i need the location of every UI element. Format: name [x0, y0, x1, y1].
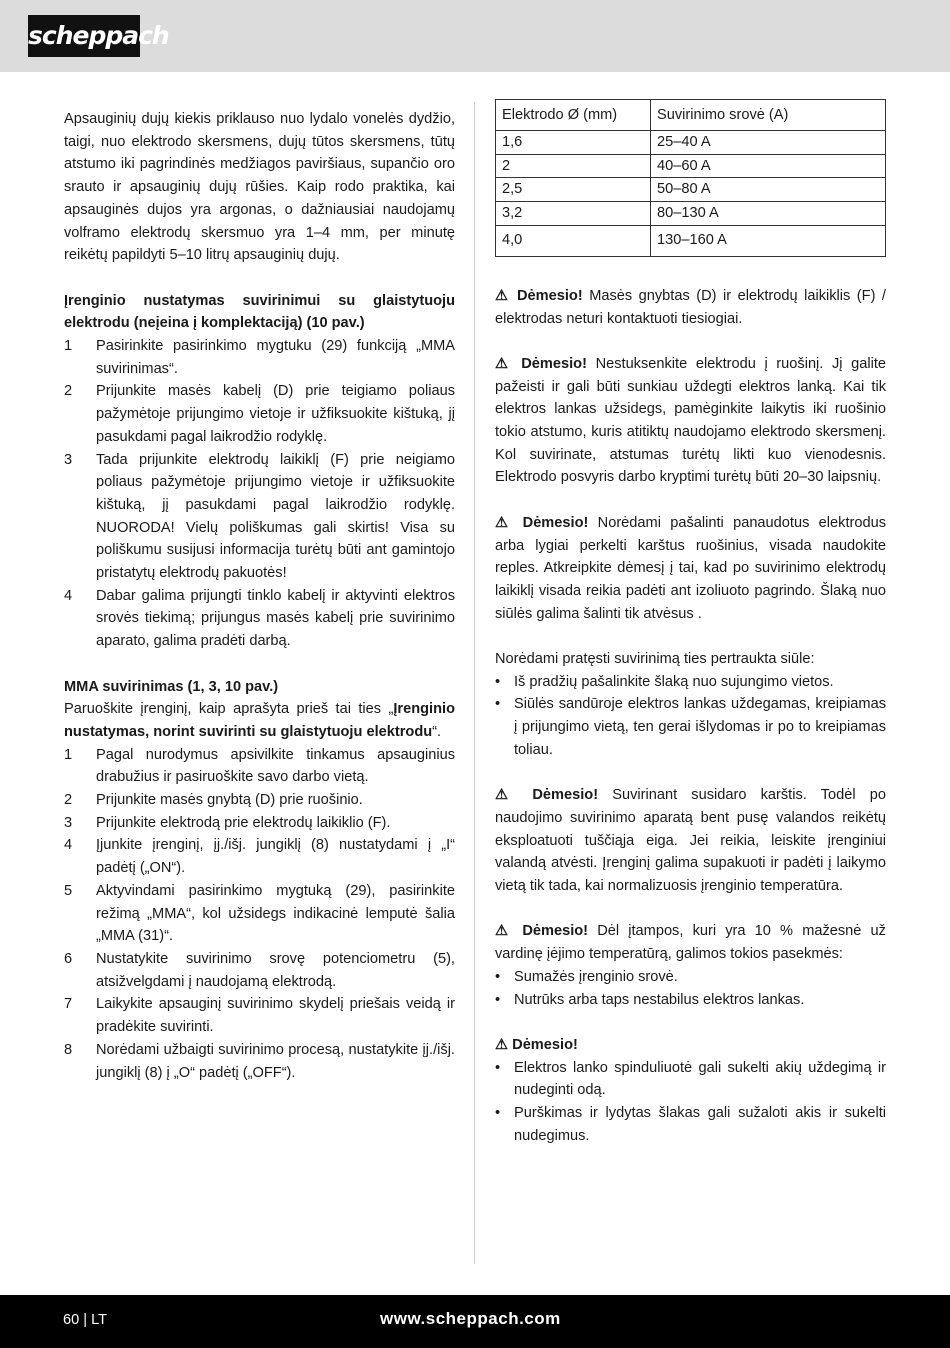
table-row	[496, 225, 886, 256]
left-column	[64, 108, 455, 1084]
table-cell: 4,0	[496, 225, 651, 256]
table-cell: 80–130 A	[651, 202, 886, 226]
scheppach-logo: scheppach	[28, 15, 140, 57]
warning-4: ⚠ Dėmesio! Suvirinant susidaro karštis. Todėl po naudojimo suvirinimo aparatą bent pusę valandos reikėtų eksploatuoti tuščiąja eiga. Jei reikia, leiskite įrenginiui valandą atvėsti. Įrenginį galima supakuoti ir padėti į laikymo vietą tik tada, kai normalizuosis įrenginio temperatūra.	[495, 787, 886, 895]
list-item: • Elektros lanko spinduliuotė gali sukelti akių uždegimą ir nudeginti odą.	[495, 1059, 886, 1099]
warning-1: ⚠ Dėmesio! Masės gnybtas (D) ir elektrodų laikiklis (F) / elektrodas neturi kontaktuoti tiesiogiai.	[495, 287, 886, 327]
setup-steps-list	[64, 335, 455, 653]
table-cell: 2	[496, 154, 651, 178]
table-cell: 130–160 A	[651, 225, 886, 256]
warning-triangle-icon: ⚠	[495, 1036, 509, 1053]
list-item: 3 Tada prijunkite elektrodų laikiklį (F) prie neigiamo poliaus pažymėtoje prijungimo vietoje ir užfiksuokite kištuką, jį pasukdami pagal laikrodžio rodyklę. NUORODA! Vielų poliškumas gali skirtis! Visa su poliškumu susijusi informacija turėtų būti ant gamintojo pristatytų elektrodų pakuotės!	[64, 451, 455, 582]
table-cell: 25–40 A	[651, 131, 886, 155]
intro-paragraph: Apsauginių dujų kiekis priklauso nuo lydalo vonelės dydžio, taigi, nuo elektrodo skersmens, dujų tūtos skersmens, tūtų atstumo iki pagrindinės medžiagos paviršiaus, supančio oro srauto ir apsauginių dujų rūšies. Kaip rodo praktika, kai apsauginės dujos yra argonas, o dažniausiai naudojamų volframo elektrodų skersmuo yra 1–4 mm, per minutę reikėtų papildyti 5–10 litrų apsauginių dujų.	[64, 111, 455, 264]
warning-6-bullets	[495, 1057, 886, 1148]
table-row	[496, 131, 886, 155]
table-row	[496, 154, 886, 178]
list-item: 4 Dabar galima prijungti tinklo kabelį ir aktyvinti elektros srovės tiekimą; prijungus masės kabelį prie suvirinimo aparato, galima pradėti darbą.	[64, 587, 455, 650]
list-item: 8 Norėdami užbaigti suvirinimo procesą, nustatykite įj./išj. jungiklį (8) į „O“ padėtį („OFF“).	[64, 1041, 455, 1081]
list-item: 6 Nustatykite suvirinimo srovę potenciometru (5), atsižvelgdami į naudojamą elektrodą.	[64, 950, 455, 990]
table-cell: 3,2	[496, 202, 651, 226]
table-header-cell: Elektrodo Ø (mm)	[496, 100, 651, 131]
column-divider	[474, 102, 475, 1264]
warning-triangle-icon: ⚠	[495, 287, 511, 304]
list-item: • Sumažės įrenginio srovė.	[495, 968, 678, 985]
list-item: 1 Pagal nurodymus apsivilkite tinkamus apsauginius drabužius ir pasiruoškite savo darbo vietą.	[64, 746, 455, 786]
list-item: 1 Pasirinkite pasirinkimo mygtuku (29) funkciją „MMA suvirinimas“.	[64, 338, 455, 377]
mma-intro: Paruoškite įrenginį, kaip aprašyta prieš tai ties „Įrenginio nustatymas, norint suvirinti su glaistytuoju elektrodu“.	[64, 701, 455, 740]
list-item: • Purškimas ir lydytas šlakas gali sužaloti akis ir sukelti nudegimus.	[495, 1105, 886, 1144]
list-item: 2 Prijunkite masės kabelį (D) prie teigiamo poliaus pažymėtoje prijungimo vietoje ir užfiksuokite kištuką, jį pasukdami pagal laikrodžio rodyklę.	[64, 383, 455, 445]
list-item: 3 Prijunkite elektrodą prie elektrodų laikiklio (F).	[64, 814, 391, 831]
warning-triangle-icon: ⚠	[495, 923, 514, 940]
list-item: 5 Aktyvindami pasirinkimo mygtuką (29), pasirinkite režimą „MMA“, kol užsidegs indikacinė lemputė šalia „MMA (31)“.	[64, 882, 455, 945]
table-cell: 40–60 A	[651, 154, 886, 178]
current-table	[495, 99, 886, 257]
continue-intro: Norėdami pratęsti suvirinimą ties pertraukta siūle:	[495, 651, 815, 668]
table-header-row	[496, 100, 886, 131]
warning-triangle-icon: ⚠	[495, 355, 513, 372]
mma-steps-list	[64, 744, 455, 1085]
continue-bullets	[495, 671, 886, 762]
warning-triangle-icon: ⚠	[495, 787, 519, 804]
page-number: 60 | LT	[63, 1312, 108, 1328]
table-cell: 2,5	[496, 178, 651, 202]
table-row	[496, 202, 886, 226]
warning-6: ⚠ Dėmesio!	[495, 1036, 578, 1053]
warning-5-bullets	[495, 966, 886, 1011]
list-item: 4 Įjunkite įrenginį, įj./išj. jungiklį (8) nustatydami į „I“ padėtį („ON“).	[64, 837, 455, 877]
mma-heading: MMA suvirinimas (1, 3, 10 pav.)	[64, 678, 279, 695]
list-item: • Nutrūks arba taps nestabilus elektros lankas.	[495, 991, 805, 1008]
list-item: • Iš pradžių pašalinkite šlaką nuo sujungimo vietos.	[495, 673, 834, 690]
list-item: 7 Laikykite apsauginį suvirinimo skydelį priešais veidą ir pradėkite suvirinti.	[64, 996, 455, 1036]
footer-bar	[0, 1295, 950, 1348]
table-cell: 1,6	[496, 131, 651, 155]
table-header-cell: Suvirinimo srovė (A)	[651, 100, 886, 131]
warning-triangle-icon: ⚠	[495, 514, 514, 531]
list-item: • Siūlės sandūroje elektros lankas uždegamas, kreipiamas į prijungimo vietą, ten gerai išlydomas ir po to kreipiamas toliau.	[495, 696, 886, 758]
header-band	[0, 0, 950, 72]
warning-3: ⚠ Dėmesio! Norėdami pašalinti panaudotus elektrodus arba lygiai perkelti karštus ruošinius, visada naudokite reples. Atkreipkite dėmesį į tai, kad po suvirinimo elektrodų laikiklį visada reikia padėti ant izoliuoto pagrindo. Šlaką nuo siūlės galima šalinti tik atvėsus .	[495, 514, 886, 622]
table-cell: 50–80 A	[651, 178, 886, 202]
warning-2: ⚠ Dėmesio! Nestuksenkite elektrodu į ruošinį. Jį galite pažeisti ir gali būti sunkiau uždegti elektros lanką. Kai tik elektros lankas užsidegs, pamėginkite laikytis iki ruošinio tokio atstumo, kuris atitiktų naudojamo elektrodo skersmenį. Kol suvirinate, atstumas turėtų likti kuo vienodesnis. Elektrodo posvyris darbo kryptimi turėtų būti 20–30 laipsnių.	[495, 355, 886, 486]
setup-heading: Įrenginio nustatymas suvirinimui su glaistytuoju elektrodu (neįeina į komplektaciją) (10 pav.)	[64, 292, 455, 332]
table-row	[496, 178, 886, 202]
warning-5: ⚠ Dėmesio! Dėl įtampos, kuri yra 10 % mažesnė už vardinę įėjimo temperatūrą, galimos tokios pasekmės:	[495, 923, 886, 963]
right-column	[495, 99, 886, 1147]
list-item: 2 Prijunkite masės gnybtą (D) prie ruošinio.	[64, 792, 363, 809]
website-link[interactable]: www.scheppach.com	[380, 1309, 561, 1328]
